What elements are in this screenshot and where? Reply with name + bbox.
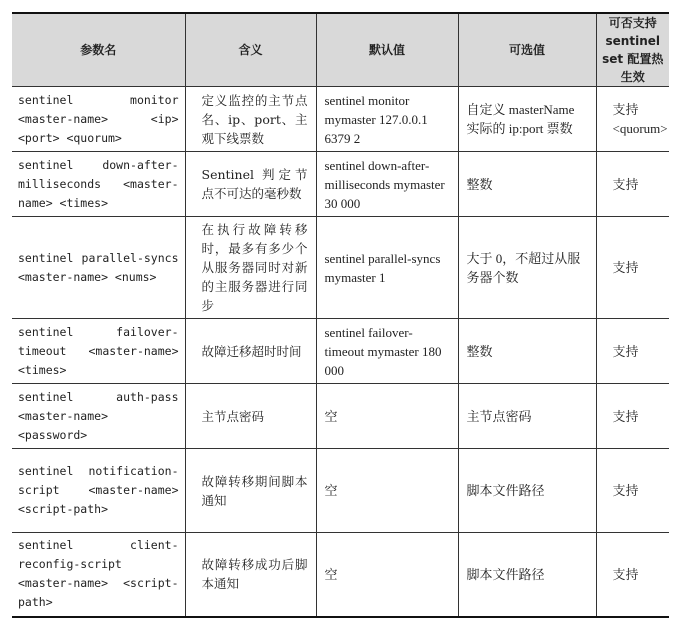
- table-row: [12, 87, 669, 152]
- hot-reload-cell: 支持: [596, 319, 669, 384]
- param-cell: sentinel monitor <master-name> <ip> <port> <quorum>: [18, 92, 179, 145]
- options-cell: 脚本文件路径: [458, 449, 596, 533]
- sentinel-config-table: [12, 12, 669, 618]
- options-cell: 整数: [458, 152, 596, 217]
- meaning-cell: 故障转移成功后脚本通知: [185, 533, 316, 617]
- meaning-cell: 故障迁移超时时间: [185, 319, 316, 384]
- meaning-cell: 在执行故障转移时，最多有多少个从服务器同时对新的主服务器进行同步: [185, 217, 316, 319]
- options-cell: 自定义 masterName 实际的 ip:port 票数: [458, 87, 596, 152]
- default-cell: 空: [316, 384, 458, 449]
- header-meaning: 含义: [185, 13, 316, 87]
- hot-reload-cell: 支持: [596, 533, 669, 617]
- meaning-cell: 故障转移期间脚本通知: [185, 449, 316, 533]
- default-cell: sentinel monitor mymaster 127.0.0.1 6379 2: [316, 87, 458, 152]
- meaning-cell: 定义监控的主节点名、ip、port、主观下线票数: [185, 87, 316, 152]
- default-cell: sentinel down-after-milliseconds mymaster 30 000: [316, 152, 458, 217]
- header-hot-reload: 可否支持 sentinel set 配置热生效: [596, 13, 669, 87]
- header-optional-value: 可选值: [458, 13, 596, 87]
- meaning-cell: Sentinel 判定节点不可达的毫秒数: [185, 152, 316, 217]
- param-cell: sentinel notification-script <master-name> <script-path>: [18, 464, 179, 516]
- default-cell: 空: [316, 449, 458, 533]
- config-table-wrapper: [12, 12, 669, 618]
- meaning-cell: 主节点密码: [185, 384, 316, 449]
- options-cell: 脚本文件路径: [458, 533, 596, 617]
- options-cell: 大于 0，不超过从服务器个数: [458, 217, 596, 319]
- table-row: [12, 152, 669, 217]
- table-row: [12, 217, 669, 319]
- options-cell: 整数: [458, 319, 596, 384]
- table-row: [12, 319, 669, 384]
- hot-reload-cell: 支持: [596, 449, 669, 533]
- param-cell: sentinel client-reconfig-script <master-name> <script-path>: [18, 538, 179, 610]
- param-cell: sentinel failover-timeout <master-name> <times>: [18, 324, 179, 377]
- hot-reload-cell: 支持: [596, 152, 669, 217]
- hot-reload-cell: 支持: [596, 217, 669, 319]
- default-cell: 空: [316, 533, 458, 617]
- hot-reload-cell: 支持 <quorum>: [596, 87, 669, 152]
- header-default-value: 默认值: [316, 13, 458, 87]
- default-cell: sentinel parallel-syncs mymaster 1: [316, 217, 458, 319]
- table-header-row: [12, 13, 669, 87]
- hot-reload-cell: 支持: [596, 384, 669, 449]
- default-cell: sentinel failover-timeout mymaster 180 000: [316, 319, 458, 384]
- table-row: [12, 384, 669, 449]
- table-row: [12, 449, 669, 533]
- options-cell: 主节点密码: [458, 384, 596, 449]
- table-row: [12, 533, 669, 617]
- header-param-name: 参数名: [80, 43, 117, 57]
- param-cell: sentinel auth-pass <master-name> <password>: [18, 389, 179, 442]
- param-cell: sentinel parallel-syncs <master-name> <nums>: [18, 250, 179, 284]
- param-cell: sentinel down-after-milliseconds <master-name> <times>: [18, 157, 179, 210]
